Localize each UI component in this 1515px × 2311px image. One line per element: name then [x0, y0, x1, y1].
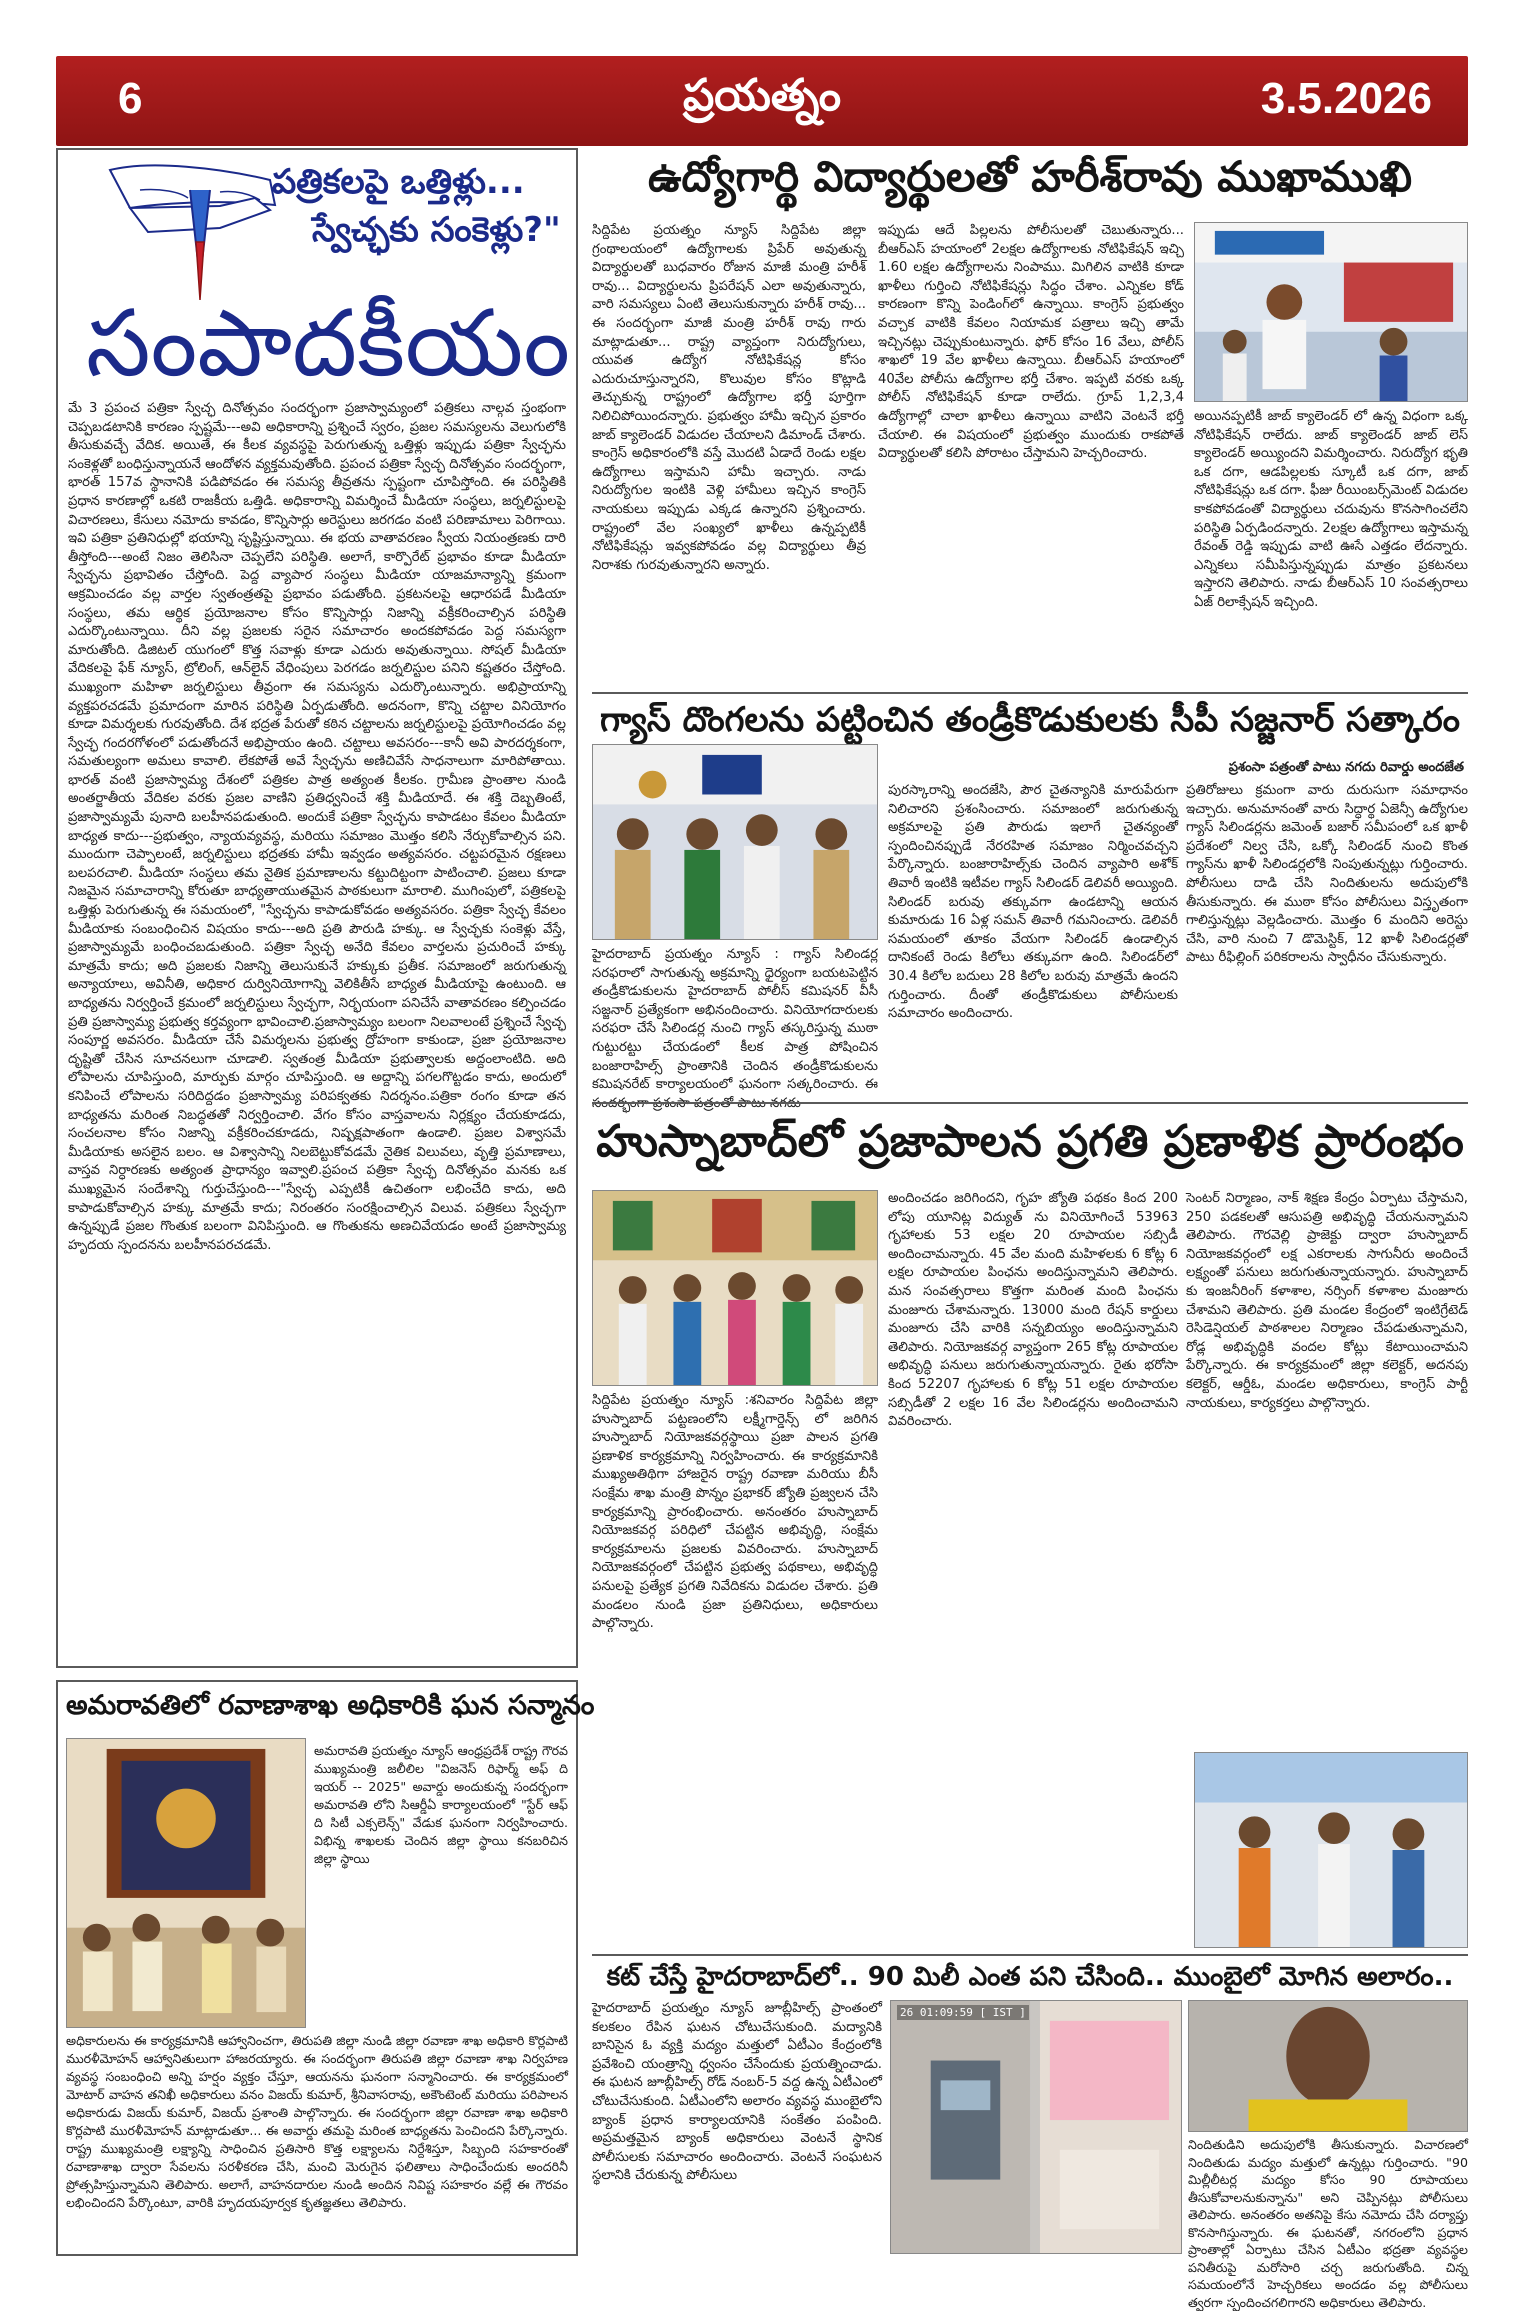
- page-number: 6: [118, 74, 143, 123]
- divider: [592, 1102, 1468, 1104]
- divider: [592, 692, 1468, 694]
- harish-photo: [1194, 222, 1468, 402]
- harish-col1: సిద్దిపేట ప్రయత్నం న్యూస్ సిద్దిపేట జిల్లా గ్రంథాలయంలో ఉద్యోగాలకు ప్రిపేర్ అవుతున్న విద్యార్థులతో బుధవారం రోజున మాజీ మంత్రి హరీశ్ రావు... విద్యార్థులను ప్రిపరేషన్ ఎలా అవుతున్నారు, వారి సమస్యలు ఏంటి తెలుసుకున్నారు హరీశ్ రావు... ఈ సందర్భంగా మాజీ మంత్రి హరీశ్ రావు గారు మాట్లాడుతూ... రాష్ట్ర వ్యాప్తంగా నిరుద్యోగులు, యువత ఉద్యోగ నోటిఫికేషన్ల కోసం ఎదురుచూస్తున్నారని, కొలువుల కోసం కొట్లాడి తెచ్చుకున్న రాష్ట్రంలో ఉద్యోగాల భర్తీ పూర్తిగా నిలిచిపోయిందన్నారు. ప్రభుత్వం హామీ ఇచ్చిన ప్రకారం జాబ్ క్యాలెండర్ విడుదల చేయాలని డిమాండ్ చేశారు. కాంగ్రెస్ అధికారంలోకి వస్తే మొదటి ఏడాదే రెండు లక్షల ఉద్యోగాలు ఇస్తామని హామీ ఇచ్చారు. నాడు నిరుద్యోగుల ఇంటికి వెళ్లి హామీలు ఇచ్చిన కాంగ్రెస్ నాయకులు ఇప్పుడు ఎక్కడ ఉన్నారని ప్రశ్నించారు. రాష్ట్రంలో వేల సంఖ్యలో ఖాళీలు ఉన్నప్పటికీ నోటిఫికేషన్లు ఇవ్వకపోవడం వల్ల విద్యార్థులు తీవ్ర నిరాశకు గురవుతున్నారని అన్నారు.: [592, 223, 866, 573]
- harish-col2: ఇప్పుడు ఆదే పిల్లలను పోలీసులతో చెబుతున్నారు... బీఆర్ఎస్ హయాంలో 2లక్షల ఉద్యోగాలకు నోటిఫికేషన్ ఇచ్చి 1.60 లక్షల ఉద్యోగాలను నింపాము. మిగిలిన వాటికి కూడా ఖాళీలు గుర్తించి నోటిఫికేషన్లు సిద్ధం చేశాం. ఎన్నికల కోడ్ కారణంగా కొన్ని పెండింగ్‌లో ఉన్నాయి. కాంగ్రెస్ ప్రభుత్వం వచ్చాక వాటికి కేవలం నియామక పత్రాలు ఇచ్చి తామే ఇచ్చినట్లు చెప్పుకుంటున్నారు. ఫోర్‌ కోసం 16 వేలు, పోలీస్ శాఖలో 19 వేల ఖాళీలు ఉన్నాయి. బీఆర్ఎస్ హయాంలో 40వేల పోలీసు ఉద్యోగాల భర్తీ చేశాం. ఇప్పటి వరకు ఒక్క పోలీస్ నోటిఫికేషన్ కూడా రాలేదు. గ్రూప్ 1,2,3,4 ఉద్యోగాల్లో చాలా ఖాళీలు ఉన్నాయి వాటిని వెంటనే భర్తీ చేయాలి. ఈ విషయంలో ప్రభుత్వం ముందుకు రాకపోతే విద్యార్థులతో కలిసి పోరాటం చేస్తామని హెచ్చరించారు.: [878, 223, 1184, 462]
- husnabad-col2: అందించడం జరిగిందని, గృహ జ్యోతి పథకం కింద 200 లోపు యూనిట్ల విద్యుత్ ను వినియోగించే 53963 గృహాలకు 53 లక్షల 20 రూపాయల సబ్సిడీ అందించామన్నారు. 45 వేల మంది మహిళలకు 6 కోట్ల 6 లక్షల రూపాయల పింఛను అందిస్తున్నామని తెలిపారు. మన సంవత్సరాలు కొత్తగా మరింత మంది పింఛను మంజూరు చేశామన్నారు. 13000 మంది రేషన్ కార్డులు మంజూరు చేసి వారికి సన్నబియ్యం అందిస్తున్నామని తెలిపారు. నియోజకవర్గ వ్యాప్తంగా 265 కోట్ల రూపాయల అభివృద్ధి పనులు జరుగుతున్నాయన్నారు. రైతు భరోసా కింద 52207 గృహాలకు 6 కోట్ల 51 లక్షల రూపాయల సబ్సిడీతో 2 లక్షల 16 వేల సిలిండర్లను అందించామని వివరించారు.: [888, 1191, 1178, 1430]
- atm-cctv-photo: [890, 2000, 1182, 2254]
- mumbai-col2: నిందితుడిని అదుపులోకి తీసుకున్నారు. విచారణలో నిందితుడు మద్యం మత్తులో ఉన్నట్లు గుర్తించారు. "90 మిల్లీలీటర్ల మద్యం కోసం 90 రూపాయలు తీసుకోవాలనుకున్నాను" అని చెప్పినట్లు పోలీసులు తెలిపారు. అనంతరం అతనిపై కేసు నమోదు చేసి దర్యాప్తు కొనసాగిస్తున్నారు. ఈ ఘటనతో, నగరంలోని ప్రధాన ప్రాంతాల్లో ఏర్పాటు చేసిన ఏటీఎం భద్రతా వ్యవస్థల పనితీరుపై మరోసారి చర్చ జరుగుతోంది. చిన్న సమయంలోనే హెచ్చరికలు అందడం వల్ల పోలీసులు త్వరగా స్పందించగలిగారని అధికారులు తెలిపారు.: [1188, 2137, 1468, 2310]
- amaravati-body: అధికారులను ఈ కార్యక్రమానికి ఆహ్వానించగా, తిరుపతి జిల్లా నుండి జిల్లా రవాణా శాఖ అధికారి కొర్లపాటి మురళీమోహన్ ఆహ్వానితులుగా హాజరయ్యారు. ఈ సందర్భంగా తిరుపతి జిల్లా రవాణా శాఖ నిర్వహణ వ్యవస్థ సంబంధించి అన్ని హర్షం వ్యక్తం చేస్తూ, ఆయనను ఘనంగా సన్మానించారు. ఈ కార్యక్రమంలో మోటార్ వాహన తనిఖీ అధికారులు వనం విజయ్ కుమార్, శ్రీనివాసరావు, అకౌంటెంట్ మరియు పరిపాలన అధికారుడు విజయ్ కుమార్, విజయ్ ప్రశాంతి పాల్గొన్నారు. ఈ సందర్భంగా జిల్లా రవాణా శాఖ అధికారి కొర్లపాటి మురళీమోహన్ మాట్లాడుతూ... ఈ అవార్డు తమపై మరింత బాధ్యతను పెంచిందని పేర్కొన్నారు. రాష్ట్ర ముఖ్యమంత్రి లక్ష్యాన్ని సాధించిన ప్రతిసారి కొత్త లక్ష్యాలను నిర్దేశిస్తూ, సిబ్బంది సహకారంతో రవాణాశాఖ ద్వారా సేవలను సరళీకరణ చేసి, మంచి మెరుగైన ఫలితాలు సాధించేందుకు అందరినీ ప్రోత్సహిస్తున్నామని తెలిపారు. అలాగే, వాహనదారుల నుండి అందిన నివిష్ట సహకారం వల్లే ఈ గౌరవం లభించిందని పేర్కొంటూ, వారికి హృదయపూర్వక కృతజ్ఞతలు తెలిపారు.: [66, 2033, 568, 2210]
- gas-col-mid: పురస్కారాన్ని అందజేసి, పౌర చైతన్యానికి మారుపేరుగా నిలిచారని ప్రశంసించారు. సమాజంలో జరుగుతున్న అక్రమాలపై ప్రతి పౌరుడు ఇలాగే చైతన్యంతో స్పందించినప్పుడే నేరరహిత సమాజం నిర్మించవచ్చని పేర్కొన్నారు. బంజారాహిల్స్‌కు చెందిన వ్యాపారి అశోక్ తివారీ ఇంటికి ఇటీవల గ్యాస్ సిలిండర్ డెలివరీ అయ్యింది. సిలిండర్ బరువు తక్కువగా ఉండటాన్ని ఆయన కుమారుడు 16 ఏళ్ల సమన్ తివారీ గమనించారు. డెలివరీ సమయంలో తూకం వేయగా సిలిండర్ ఉండాల్సిన దానికంటే రెండు కిలోలు తక్కువగా ఉంది. సిలిండర్‌లో 30.4 కిలోల బదులు 28 కిలోల బరువు మాత్రమే ఉందని గుర్తించారు. దీంతో తండ్రీకొడుకులు పోలీసులకు సమాచారం అందించారు.: [888, 783, 1178, 1022]
- pen-hand-icon: [70, 150, 300, 310]
- editorial-body: మే 3 ప్రపంచ పత్రికా స్వేచ్ఛ దినోత్సవం సందర్భంగా ప్రజాస్వామ్యంలో పత్రికలు నాల్గవ స్తంభంగా చెప్పబడటానికి కారణం స్పష్టమే---అవి అధికారాన్ని ప్రశ్నించే స్వరం, ప్రజల సమస్యలను వెలుగులోకి తీసుకువచ్చే వేదిక. అయితే, ఈ కీలక వ్యవస్థపై పెరుగుతున్న ఒత్తిళ్లు ఇప్పుడు పత్రికా స్వేచ్ఛను సంకెళ్లతో బంధిస్తున్నాయనే ఆందోళన వ్యక్తమవుతోంది. ప్రపంచ పత్రికా స్వేచ్ఛ దినోత్సవం సందర్భంగా, భారత్ 157వ స్థానానికి పడిపోవడం ఈ సమస్య తీవ్రతను స్పష్టంగా చూపిస్తోంది. ఈ పరిస్థితికి ప్రధాన కారణాల్లో ఒకటి రాజకీయ ఒత్తిడి. అధికారాన్ని విమర్శించే మీడియా సంస్థలు, జర్నలిస్టులపై విచారణలు, కేసులు నమోదు కావడం, కొన్నిసార్లు అరెస్టులు జరగడం వంటి పరిణామాలు పెరిగాయి. ఇవి పత్రికా ప్రతినిధుల్లో భయాన్ని సృష్టిస్తున్నాయి. ఈ భయ వాతావరణం స్వీయ నియంత్రణకు దారి తీస్తోంది---అంటే నిజం తెలిసినా చెప్పలేని పరిస్థితి. అలాగే, కార్పొరేట్ ప్రభావం కూడా మీడియా స్వేచ్ఛను ప్రభావితం చేస్తోంది. పెద్ద వ్యాపార సంస్థలు మీడియా యాజమాన్యాన్ని క్రమంగా ఆక్రమించడం వల్ల వార్తల స్వతంత్రతపై ప్రభావం పడుతోంది. ప్రకటనలపై ఆధారపడే మీడియా సంస్థలు, తమ ఆర్థిక ప్రయోజనాల కోసం కొన్నిసార్లు నిజాన్ని వక్రీకరించాల్సిన పరిస్థితి ఎదుర్కొంటున్నాయి. దీని వల్ల ప్రజలకు సరైన సమాచారం అందకపోవడం పెద్ద సమస్యగా మారుతోంది. డిజిటల్ యుగంలో కొత్త సవాళ్లు కూడా ఎదురు అవుతున్నాయి. సోషల్ మీడియా వేదికలపై ఫేక్ న్యూస్, ట్రోలింగ్, ఆన్‌లైన్ వేధింపులు పెరగడం జర్నలిస్టుల పనిని కష్టతరం చేస్తోంది. ముఖ్యంగా మహిళా జర్నలిస్టులు తీవ్రంగా ఈ సమస్యను ఎదుర్కొంటున్నారు. అభిప్రాయాన్ని వ్యక్తపరచడమే ప్రమాదంగా మారిన పరిస్థితి ఏర్పడుతోంది. అదనంగా, కొన్ని చట్టాల వినియోగం కూడా విమర్శలకు గురవుతోంది. దేశ భద్రత పేరుతో కఠిన చట్టాలను జర్నలిస్టులపై ప్రయోగించడం వల్ల స్వేచ్ఛ గందరగోళంలో పడుతోందనే అభిప్రాయం ఉంది. చట్టాలు అవసరం---కానీ అవి పారదర్శకంగా, సమతుల్యంగా అమలు కావాలి. లేకపోతే అవే స్వేచ్ఛను అణిచివేసే సాధనాలుగా మారిపోతాయి. భారత్ వంటి ప్రజాస్వామ్య దేశంలో పత్రికల పాత్ర అత్యంత కీలకం. గ్రామీణ ప్రాంతాల నుండి అంతర్జాతీయ వేదికల వరకు ప్రజల వాణిని ప్రతిధ్వనించే శక్తి మీడియాదే. ఈ శక్తి దెబ్బతింటే, ప్రజాస్వామ్యమే పునాది బలహీనపడుతుంది. అందుకే పత్రికా స్వేచ్ఛను కాపాడటం కేవలం మీడియా బాధ్యత కాదు---ప్రభుత్వం, న్యాయవ్యవస్థ, మరియు సమాజం మొత్తం కలిసి నేర్చుకోవాల్సిన పని. ముందుగా చెప్పాలంటే, జర్నలిస్టులు భద్రతకు హామీ ఇవ్వడం అత్యవసరం. చట్టపరమైన రక్షణలు బలపరచాలి. మీడియా సంస్థలు తమ నైతిక ప్రమాణాలను కట్టుదిట్టంగా పాటించాలి. ప్రజలు కూడా నిజమైన సమాచారాన్ని కోరుతూ బాధ్యతాయుతమైన పాఠకులుగా మారాలి. ముగింపులో, పత్రికలపై ఒత్తిళ్లు పెరుగుతున్న ఈ సమయంలో, "స్వేచ్ఛను కాపాడుకోవడం అత్యవసరం. పత్రికా స్వేచ్ఛ కేవలం మీడియాకు సంబంధించిన విషయం కాదు---అది ప్రతి పౌరుడి హక్కు. ఆ స్వేచ్ఛకు సంకెళ్లు వేస్తే, ప్రజాస్వామ్యమే బంధించబడుతుంది. పత్రికా స్వేచ్ఛ అనేది కేవలం వార్తలను ప్రచురించే హక్కు మాత్రమే కాదు; అది ప్రజలకు నిజాన్ని తెలుసుకునే హక్కుకు ప్రతీక. సమాజంలో జరుగుతున్న అన్యాయాలు, అవినీతి, అధికార దుర్వినియోగాన్ని వెలికితీసే బాధ్యత మీడియాపై ఉంటుంది. ఆ బాధ్యతను నిర్వర్తించే క్రమంలో జర్నలిస్టులు స్వేచ్ఛగా, నిర్భయంగా పనిచేసే వాతావరణం కల్పించడం ప్రతి ప్రజాస్వామ్య ప్రభుత్వ కర్తవ్యంగా భావించాలి.ప్రజాస్వామ్యం బలంగా నిలవాలంటే ప్రశ్నించే స్వేచ్ఛ సంపూర్ణ అవసరం. మీడియా చేసే విమర్శలను ప్రభుత్వ ద్రోహంగా కాకుండా, ప్రజా ప్రయోజనాల దృష్టితో చేసిన సూచనలుగా చూడాలి. స్వతంత్ర మీడియా ప్రభుత్వాలకు అద్దంలాంటిది. అది లోపాలను చూపిస్తుంది, మార్పుకు మార్గం చూపిస్తుంది. ఆ అద్దాన్ని పగలగొట్టడం కాదు, అందులో కనిపించే లోపాలను సరిదిద్దడం ప్రజాస్వామ్య పరిపక్వతకు నిదర్శనం.పత్రికా రంగం కూడా తన బాధ్యతను మరింత నిబద్ధతతో నిర్వర్తించాలి. వేగం కోసం వాస్తవాలను నిర్లక్ష్యం చేయకూడదు, సంచలనాల కోసం నిజాన్ని వక్రీకరించకూడదు, నిష్పక్షపాతంగా ఉండాలి. ప్రజల విశ్వాసమే మీడియాకు అసలైన బలం. ఆ విశ్వాసాన్ని నిలబెట్టుకోవడమే నైతిక విలువలు, వృత్తి ప్రమాణాలు, వాస్తవ నిర్ధారణకు అత్యంత ప్రాధాన్యం ఇవ్వాలి.ప్రపంచ పత్రికా స్వేచ్ఛ దినోత్సవం మనకు ఒక ముఖ్యమైన సందేశాన్ని గుర్తుచేస్తుంది---"స్వేచ్ఛ ఎప్పటికీ ఉచితంగా లభించేది కాదు, అది కాపాడుకోవాల్సిన హక్కు మాత్రమే కాదు; నిరంతరం సంరక్షించాల్సిన విలువ. పత్రికలు స్వేచ్ఛగా ఉన్నప్పుడే ప్రజల గొంతుక బలంగా వినిపిస్తుంది. ఆ గొంతుకను అణచివేయడం అంటే ప్రజాస్వామ్య హృదయ స్పందనను బలహీనపరచడమే.: [68, 401, 566, 1253]
- husnabad-photo-2: [1194, 1752, 1468, 1948]
- husnabad-col1: సిద్దిపేట ప్రయత్నం న్యూస్ :శనివారం సిద్దిపేట జిల్లా హుస్నాబాద్ పట్టణంలోని లక్ష్మీగార్డెన్స్ లో జరిగిన హుస్నాబాద్ నియోజకవర్గస్థాయి ప్రజా పాలన ప్రగతి ప్రణాళిక కార్యక్రమాన్ని నిర్వహించారు. ఈ కార్యక్రమానికి ముఖ్యఅతిథిగా హాజరైన రాష్ట్ర రవాణా మరియు బీసీ సంక్షేమ శాఖ మంత్రి పొన్నం ప్రభాకర్ జ్యోతి ప్రజ్వలన చేసి కార్యక్రమాన్ని ప్రారంభించారు. అనంతరం హుస్నాబాద్ నియోజకవర్గ పరిధిలో చేపట్టిన అభివృద్ధి, సంక్షేమ కార్యక్రమాలను ప్రజలకు వివరించారు. హుస్నాబాద్ నియోజకవర్గంలో చేపట్టిన ప్రభుత్వ పథకాలు, అభివృద్ధి పనులపై ప్రత్యేక ప్రగతి నివేదికను విడుదల చేశారు. ప్రతి మండలం నుండి ప్రజా ప్రతినిధులు, అధికారులు పాల్గొన్నారు.: [592, 1393, 878, 1632]
- editorial-logo-line2: స్వేచ్ఛకు సంకెళ్లు?": [312, 210, 561, 250]
- paper-name: ప్రయత్నం: [682, 70, 842, 121]
- amaravati-headline: అమరావతిలో రవాణాశాఖ అధికారికి ఘన సన్మానం: [66, 1690, 595, 1721]
- issue-date: 3.5.2026: [1260, 74, 1432, 123]
- husnabad-photo: [592, 1190, 878, 1386]
- harish-headline: ఉద్యోగార్థి విద్యార్థులతో హరీశ్‌రావు ముఖాముఖి: [647, 152, 1413, 201]
- cctv-timestamp: 26 01:09:59 [ IST ]: [897, 2005, 1029, 2020]
- mumbai-headline: కట్ చేస్తే హైదరాబాద్‌లో.. 90 మిలీ ఎంత పని చేసింది.. ముంబైలో మోగిన అలారం..: [606, 1962, 1454, 1992]
- harish-col3: అయినప్పటికీ జాబ్ క్యాలెండర్ లో ఉన్న విధంగా ఒక్క నోటిఫికేషన్ రాలేదు. జాబ్ క్యాలెండర్ జాబ్ లెస్ క్యాలెండర్ అయ్యిందని విమర్శించారు. నిరుద్యోగ భృతి ఒక దగా, ఆడపిల్లలకు స్కూటీ ఒక దగా, జాబ్ నోటిఫికేషన్లు ఒక దగా. ఫీజు రీయింబర్స్‌మెంట్ విడుదల కాకపోవడంతో విద్యార్థులు చదువును కొనసాగించలేని పరిస్థితి ఏర్పడిందన్నారు. 2లక్షల ఉద్యోగాలు ఇస్తామన్న రేవంత్ రెడ్డి ఇప్పుడు వాటి ఊసే ఎత్తడం లేదన్నారు. ఎన్నికలు సమీపిస్తున్నప్పుడు మాత్రం ప్రకటనలు ఇస్తారని తెలిపారు. నాడు బీఆర్ఎస్ 10 సంవత్సరాలు ఏజ్ రిలాక్సేషన్ ఇచ్చింది.: [1194, 409, 1468, 610]
- mumbai-col1: హైదరాబాద్ ప్రయత్నం న్యూస్ జూబ్లీహిల్స్ ప్రాంతంలో కలకలం రేపిన ఘటన చోటుచేసుకుంది. మద్యానికి బానిసైన ఓ వ్యక్తి మద్యం మత్తులో ఏటీఎం కేంద్రంలోకి ప్రవేశించి యంత్రాన్ని ధ్వంసం చేసేందుకు ప్రయత్నించాడు. ఈ ఘటన జూబ్లీహిల్స్ రోడ్ నంబర్-5 వద్ద ఉన్న ఏటీఎంలో చోటుచేసుకుంది. ఏటీఎంలోని అలారం వ్యవస్థ ముంబైలోని బ్యాంక్ ప్రధాన కార్యాలయానికి సంకేతం పంపింది. అప్రమత్తమైన బ్యాంక్ అధికారులు వెంటనే స్థానిక పోలీసులకు సమాచారం అందించారు. వెంటనే సంఘటన స్థలానికి చేరుకున్న పోలీసులు: [592, 2001, 882, 2184]
- gas-photo: [592, 744, 878, 940]
- gas-subhead: ప్రశంసా పత్రంతో పాటు నగదు రివార్డు అందజేత: [1228, 760, 1464, 775]
- editorial-section-title: సంపాదకీయం: [86, 290, 571, 397]
- gas-col-left: హైదరాబాద్ ప్రయత్నం న్యూస్ : గ్యాస్ సిలిండర్ల సరఫరాలో సాగుతున్న అక్రమాన్ని ధైర్యంగా బయటపెట్టిన తండ్రీకొడుకులను హైదరాబాద్ పోలీస్ కమిషనర్ వీసీ సజ్జనార్ ప్రత్యేకంగా అభినందించారు. వినియోగదారులకు సరఫరా చేసే సిలిండర్ల నుంచి గ్యాస్ తస్కరిస్తున్న ముఠా గుట్టురట్టు చేయడంలో కీలక పాత్ర పోషించిన బంజారాహిల్స్ ప్రాంతానికి చెందిన తండ్రీకొడుకులను కమిషనరేట్ కార్యాలయంలో ఘనంగా సత్కరించారు. ఈ: [592, 947, 878, 1093]
- divider: [592, 1954, 1468, 1956]
- suspect-photo: [1188, 2000, 1468, 2132]
- gas-col-right: ప్రతిరోజులు క్రమంగా వారు దురుసుగా సమాధానం ఇచ్చారు. అనుమానంతో వారు సిద్ధార్థ ఏజెన్సీ ఉద్యోగుల గ్యాస్ సిలిండర్లను జమెంత్ బజార్ సమీపంలో ఒక ఖాళీ ప్రదేశంలో నిల్వ చేసి, ఒక్కో సిలిండర్ నుంచి కొంత గ్యాస్‌ను ఖాళీ సిలిండర్లలోకి నింపుతున్నట్లు గుర్తించారు. పోలీసులు దాడి చేసి నిందితులను అదుపులోకి తీసుకున్నారు. ఈ ముఠా కోసం పోలీసులు విస్తృతంగా గాలిస్తున్నట్లు వెల్లడించారు. మొత్తం 6 మందిని అరెస్టు చేసి, వారి నుంచి 7 డొమెస్టిక్, 12 ఖాళీ సిలిండర్లతో పాటు రీఫిల్లింగ్ పరికరాలను స్వాధీనం చేసుకున్నారు.: [1186, 783, 1468, 966]
- amaravati-photo: [66, 1738, 306, 2028]
- husnabad-headline: హుస్నాబాద్‌లో ప్రజాపాలన ప్రగతి ప్రణాళిక ప్రారంభం: [596, 1116, 1464, 1167]
- amaravati-side-text: అమరావతి ప్రయత్నం న్యూస్ ఆంధ్రప్రదేశ్ రాష్ట్ర గౌరవ ముఖ్యమంత్రి జలీలిల "విజనెస్ రిఫార్మ్ అఫ్ ది ఇయర్ -- 2025" అవార్డు అందుకున్న సందర్భంగా అమరావతి లోని సిఆర్డీఏ కార్యాలయంలో "స్టేర్ ఆఫ్ ది సిటీ ఎక్సలెన్స్" వేడుక ఘనంగా నిర్వహించారు. విభిన్న శాఖలకు చెందిన జిల్లా స్థాయి కనబరిచిన జిల్లా స్థాయి: [314, 1743, 568, 1866]
- gas-headline: గ్యాస్ దొంగలను పట్టించిన తండ్రీకొడుకులకు సీపీ సజ్జనార్ సత్కారం: [600, 700, 1460, 740]
- masthead: [56, 56, 1468, 146]
- editorial-logo-line1: పత్రికలపై ఒత్తిళ్లు...: [272, 162, 525, 202]
- husnabad-col3: సెంటర్ నిర్మాణం, నాక్ శిక్షణ కేంద్రం ఏర్పాటు చేస్తామని, 250 పడకలతో ఆసుపత్రి అభివృద్ధి చేయనున్నామని తెలిపారు. గౌరవెల్లి ప్రాజెక్టు ద్వారా హుస్నాబాద్ నియోజకవర్గంలో లక్ష ఎకరాలకు సాగునీరు అందించే లక్ష్యంతో పనులు జరుగుతున్నాయన్నారు. హుస్నాబాద్ కు ఇంజనీరింగ్ కళాశాల, నర్సింగ్ కళాశాల మంజూరు చేశామని తెలిపారు. ప్రతి మండల కేంద్రంలో ఇంటిగ్రేటెడ్ రెసిడెన్షియల్ పాఠశాలల నిర్మాణం చేపడుతున్నామని, రోడ్ల అభివృద్ధికి వందల కోట్లు కేటాయించామని పేర్కొన్నారు. ఈ కార్యక్రమంలో జిల్లా కలెక్టర్, అదనపు కలెక్టర్, ఆర్డీఓ, మండల అధికారులు, కాంగ్రెస్ పార్టీ నాయకులు, కార్యకర్తలు పాల్గొన్నారు.: [1186, 1191, 1468, 1411]
